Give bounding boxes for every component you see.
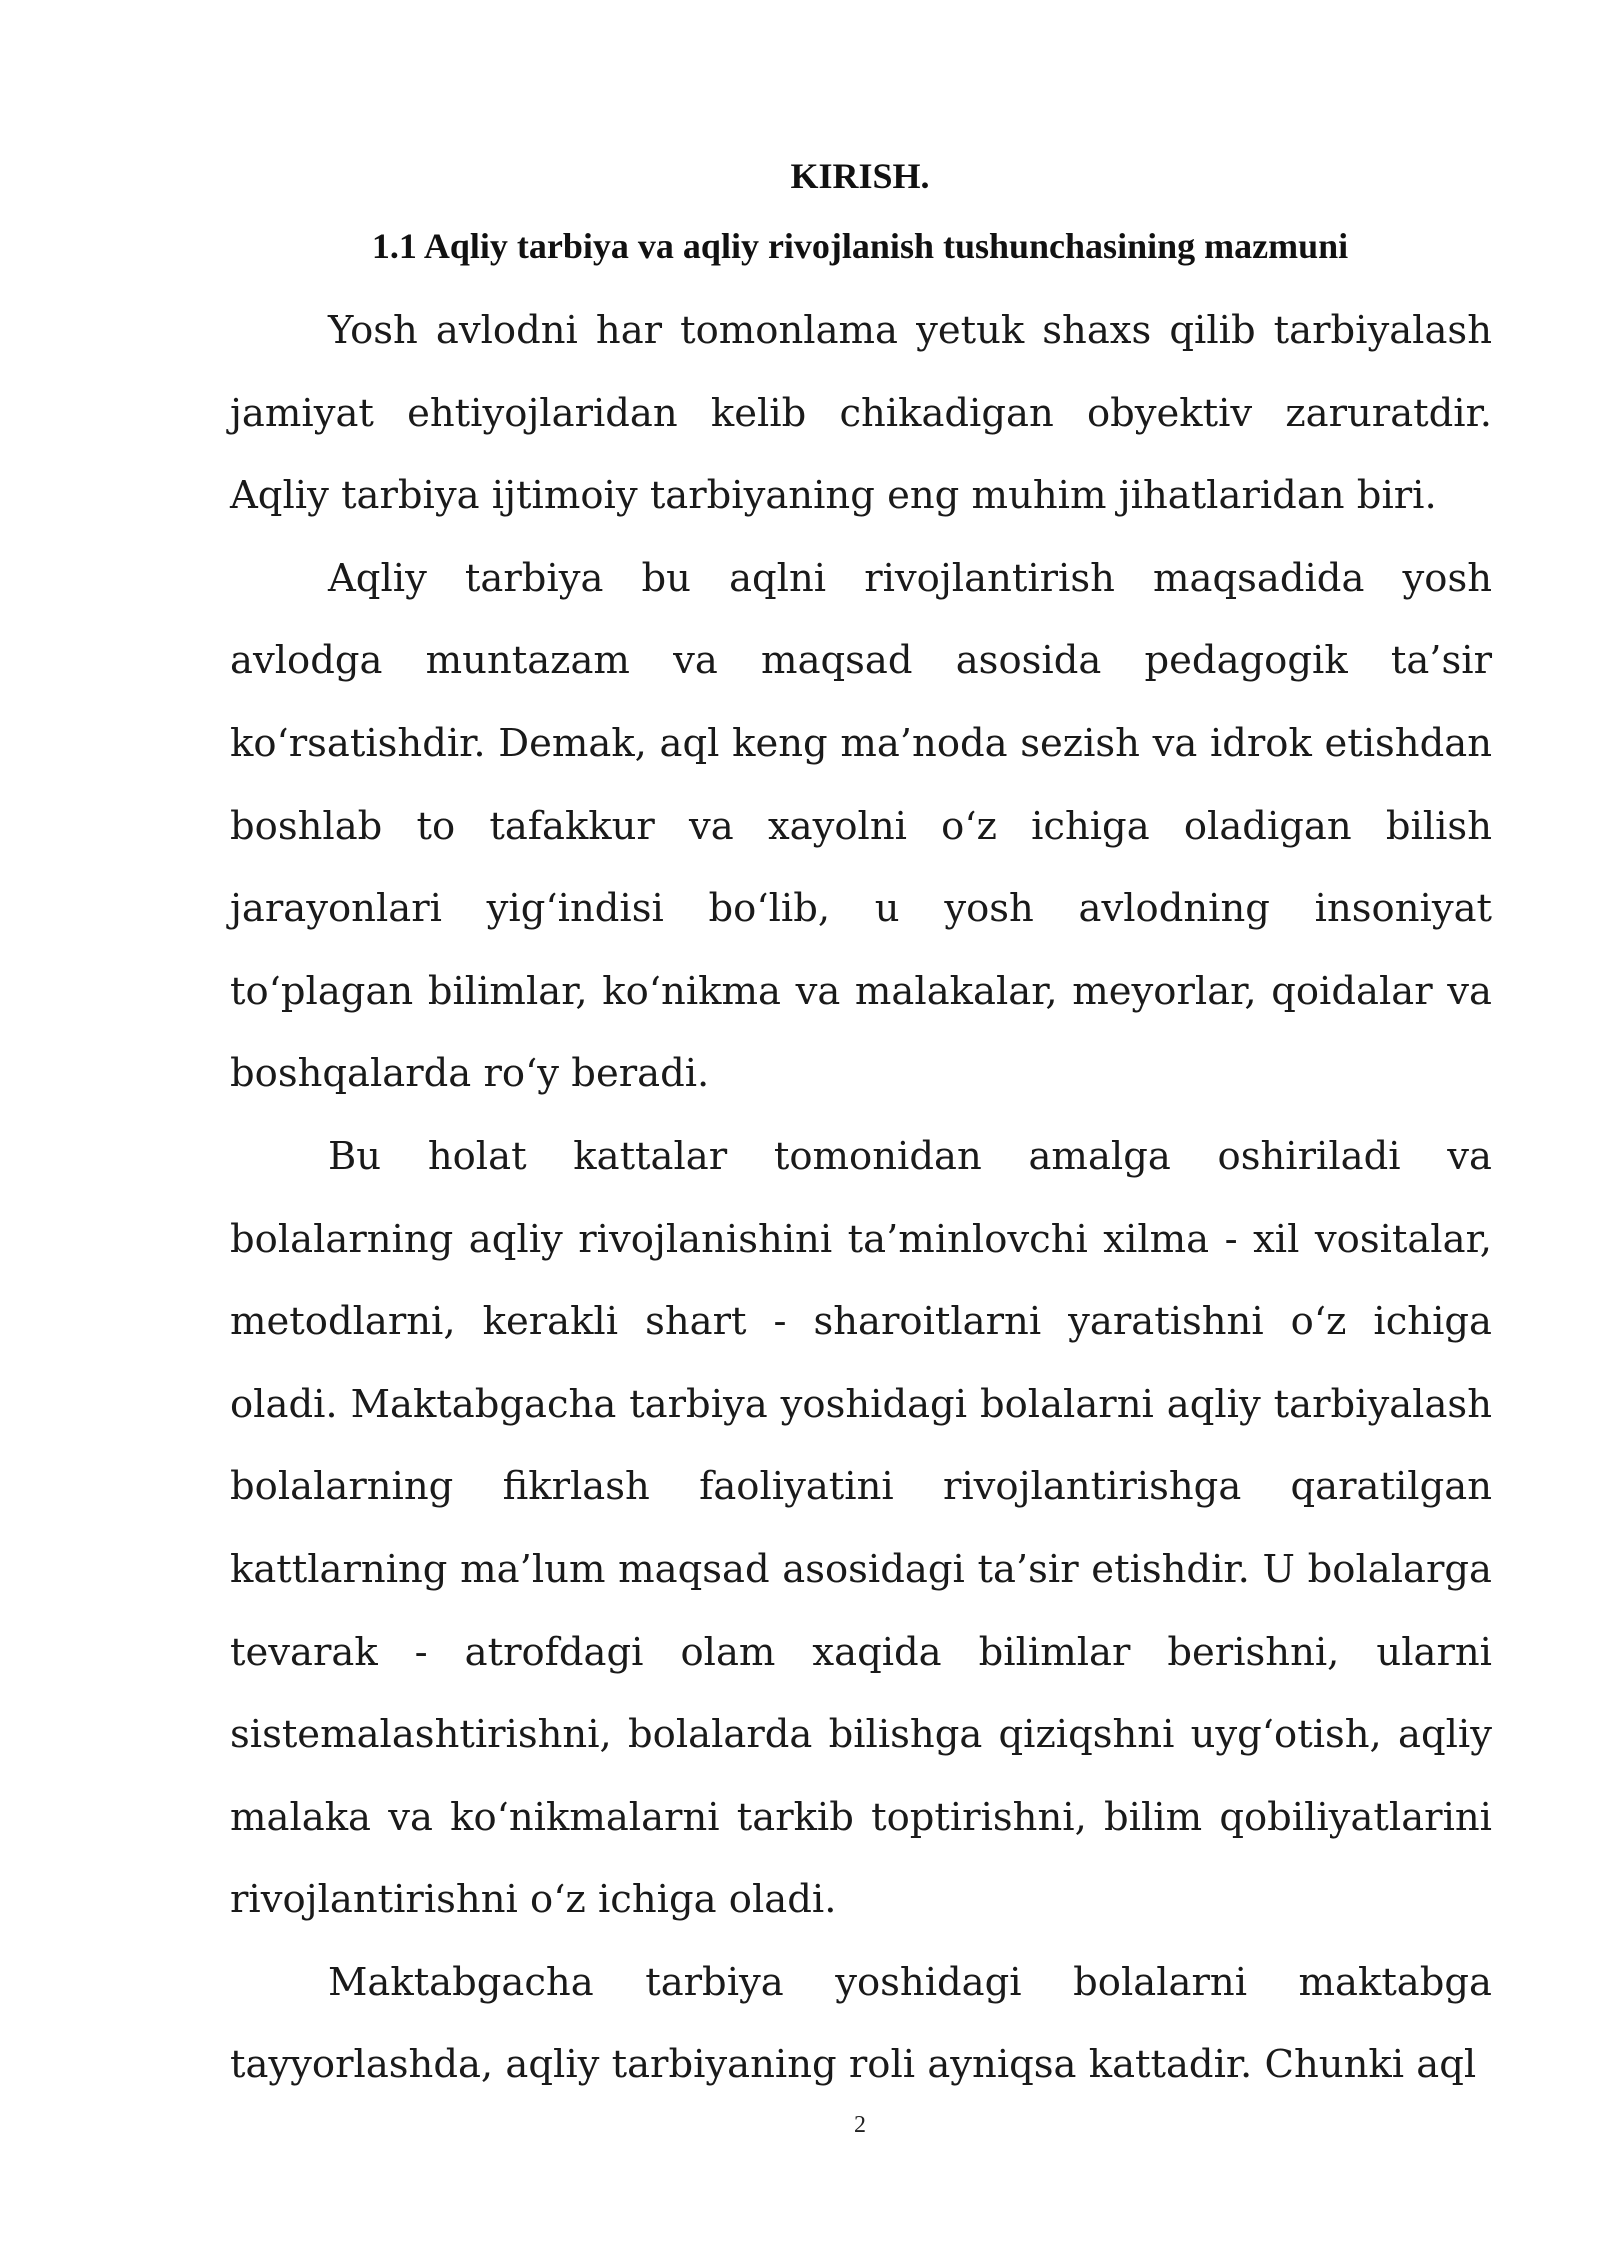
page-number: 2 <box>854 2112 866 2138</box>
paragraph-4: Maktabgacha tarbiya yoshidagi bolalarni maktabga tayyorlashda, aqliy tarbiyaning roli ayniqsa kattadir. Chunki aql <box>230 1959 1492 2088</box>
paragraph-3: Bu holat kattalar tomonidan amalga oshiriladi va bolalarning aqliy rivojlanishini ta’minlovchi xilma - xil vositalar, metodlarni, kerakli shart - sharoitlarni yaratishni o‘z ichiga oladi. Maktabgacha tarbiya yoshidagi bolalarni aqliy tarbiyalash bolalarning fikrlash faoliyatini rivojlantirishga qaratilgan kattlarning ma’lum maqsad asosidagi ta’sir etishdir. U bolalarga tevarak - atrofdagi olam xaqida bilimlar berishni, ularni sistemalashtirishni, bolalarda bilishga qiziqshni uyg‘otish, aqliy malaka va ko‘nikmalarni tarkib toptirishni, bilim qobiliyatlarini rivojlantirishni o‘z ichiga oladi. <box>230 1133 1492 1923</box>
body-text <box>230 290 1492 2107</box>
page-title: KIRISH. <box>790 156 930 196</box>
section-heading: 1.1 Aqliy tarbiya va aqliy rivojlanish tushunchasining mazmuni <box>371 226 1349 266</box>
paragraph-1: Yosh avlodni har tomonlama yetuk shaxs qilib tarbiyalash jamiyat ehtiyojlaridan kelib chikadigan obyektiv zaruratdir. Aqliy tarbiya ijtimoiy tarbiyaning eng muhim jihatlaridan biri. <box>230 308 1492 519</box>
paragraph-2: Aqliy tarbiya bu aqlni rivojlantirish maqsadida yosh avlodga muntazam va maqsad asosida pedagogik ta’sir ko‘rsatishdir. Demak, aql keng ma’noda sezish va idrok etishdan boshlab to tafakkur va xayolni o‘z ichiga oladigan bilish jarayonlari yig‘indisi bo‘lib, u yosh avlodning insoniyat to‘plagan bilimlar, ko‘nikma va malakalar, meyorlar, qoidalar va boshqalarda ro‘y beradi. <box>230 555 1492 1097</box>
